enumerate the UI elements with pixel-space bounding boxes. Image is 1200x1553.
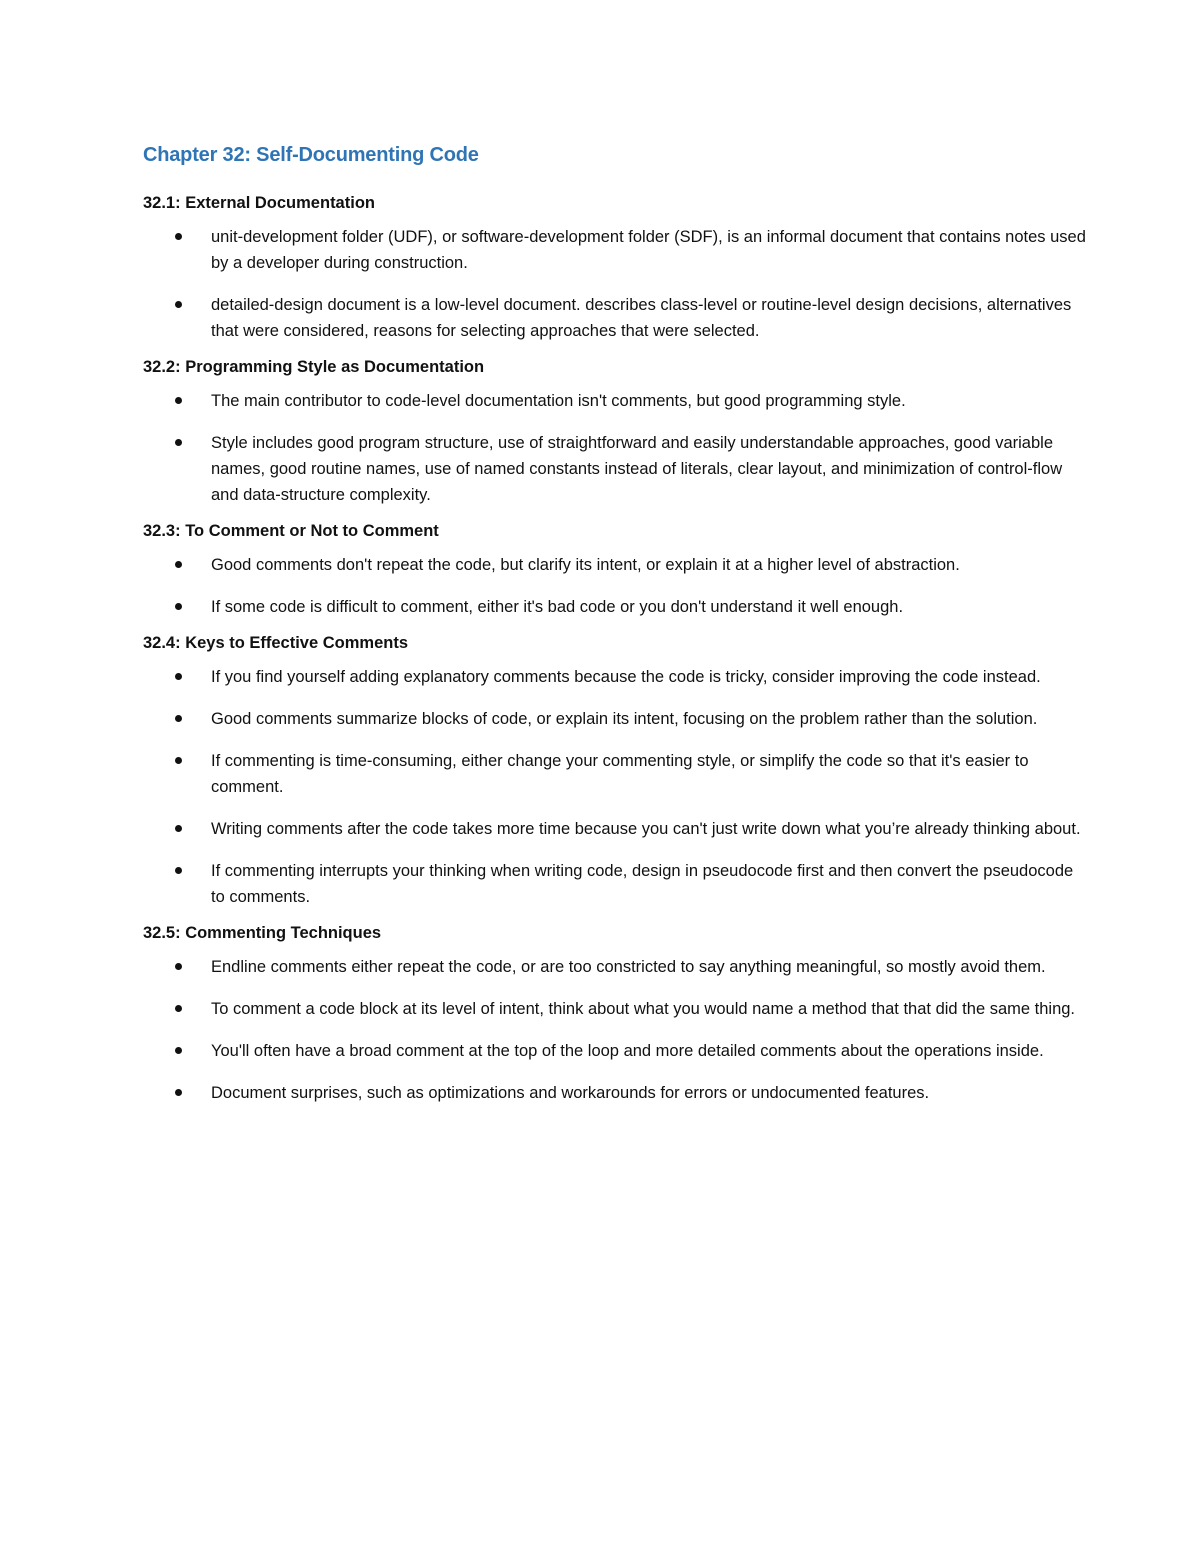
list-item — [143, 594, 1088, 620]
list-item-text: detailed-design document is a low-level document. describes class-level or routine-level design decisions, alternatives that were considered, reasons for selecting approaches that were selected. — [211, 296, 1072, 340]
list-item-text: Good comments don't repeat the code, but clarify its intent, or explain it at a higher level of abstraction. — [211, 556, 960, 574]
bullet-icon — [175, 301, 182, 308]
section-to-comment — [143, 520, 1088, 620]
list-item-text: unit-development folder (UDF), or software-development folder (SDF), is an informal document that contains notes used by a developer during construction. — [211, 228, 1086, 272]
bullet-icon — [175, 397, 182, 404]
bullet-icon — [175, 561, 182, 568]
bullet-icon — [175, 1005, 182, 1012]
bullet-list — [143, 954, 1088, 1106]
list-item — [143, 996, 1088, 1022]
list-item-text: If commenting interrupts your thinking when writing code, design in pseudocode first and then convert the pseudocode to comments. — [211, 862, 1074, 906]
list-item-text: Document surprises, such as optimizations and workarounds for errors or undocumented features. — [211, 1084, 930, 1102]
bullet-icon — [175, 825, 182, 832]
list-item — [143, 292, 1088, 344]
list-item-text: If some code is difficult to comment, either it's bad code or you don't understand it well enough. — [211, 598, 904, 616]
list-item-text: If commenting is time-consuming, either change your commenting style, or simplify the code so that it's easier to comment. — [211, 752, 1029, 796]
list-item — [143, 706, 1088, 732]
bullet-list — [143, 224, 1088, 344]
list-item-text: If you find yourself adding explanatory comments because the code is tricky, consider improving the code instead. — [211, 668, 1041, 686]
list-item — [143, 858, 1088, 910]
bullet-list — [143, 552, 1088, 620]
list-item — [143, 816, 1088, 842]
section-programming-style — [143, 356, 1088, 508]
bullet-icon — [175, 1089, 182, 1096]
bullet-icon — [175, 233, 182, 240]
bullet-icon — [175, 603, 182, 610]
bullet-icon — [175, 867, 182, 874]
list-item-text: Good comments summarize blocks of code, or explain its intent, focusing on the problem rather than the solution. — [211, 710, 1038, 728]
list-item-text: Writing comments after the code takes more time because you can't just write down what you’re already thinking about. — [211, 820, 1081, 838]
list-item — [143, 388, 1088, 414]
list-item — [143, 1080, 1088, 1106]
list-item-text: Style includes good program structure, use of straightforward and easily understandable approaches, good variable names, good routine names, use of named constants instead of literals, clear layout, and minimization of control-flow and data-structure complexity. — [211, 434, 1063, 504]
document-page — [143, 140, 1088, 1118]
bullet-list — [143, 388, 1088, 508]
bullet-list — [143, 664, 1088, 910]
chapter-title: Chapter 32: Self-Documenting Code — [143, 144, 479, 166]
bullet-icon — [175, 1047, 182, 1054]
list-item-text: To comment a code block at its level of intent, think about what you would name a method that that did the same thing. — [211, 1000, 1076, 1018]
list-item — [143, 430, 1088, 508]
section-heading: 32.3: To Comment or Not to Comment — [143, 522, 439, 540]
section-heading: 32.4: Keys to Effective Comments — [143, 634, 409, 652]
section-heading: 32.2: Programming Style as Documentation — [143, 358, 485, 376]
list-item — [143, 664, 1088, 690]
section-commenting-techniques — [143, 922, 1088, 1106]
list-item — [143, 954, 1088, 980]
section-heading: 32.5: Commenting Techniques — [143, 924, 382, 942]
section-heading: 32.1: External Documentation — [143, 194, 375, 212]
section-keys-effective-comments — [143, 632, 1088, 910]
list-item-text: You'll often have a broad comment at the top of the loop and more detailed comments about the operations inside. — [211, 1042, 1044, 1060]
bullet-icon — [175, 715, 182, 722]
list-item — [143, 552, 1088, 578]
list-item-text: Endline comments either repeat the code, or are too constricted to say anything meaningful, so mostly avoid them. — [211, 958, 1046, 976]
bullet-icon — [175, 673, 182, 680]
bullet-icon — [175, 757, 182, 764]
bullet-icon — [175, 439, 182, 446]
list-item — [143, 748, 1088, 800]
list-item — [143, 1038, 1088, 1064]
list-item-text: The main contributor to code-level documentation isn't comments, but good programming style. — [211, 392, 906, 410]
list-item — [143, 224, 1088, 276]
bullet-icon — [175, 963, 182, 970]
section-external-documentation — [143, 192, 1088, 344]
